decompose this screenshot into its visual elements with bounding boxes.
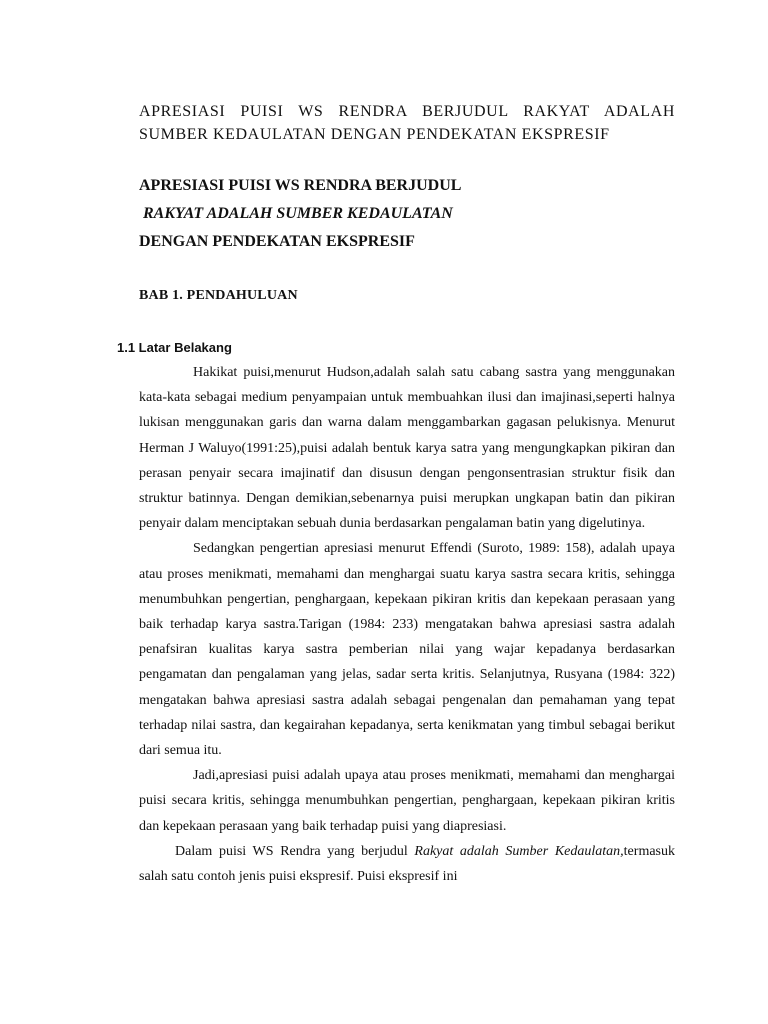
paragraph-4-text: Dalam puisi WS Rendra yang berjudul: [175, 843, 415, 859]
poem-title-italic: Rakyat adalah Sumber Kedaulatan,: [414, 843, 624, 859]
paragraph-4-continuation: termasuk salah satu contoh jenis puisi ekspresif. Puisi ekspresif ini: [139, 843, 675, 885]
paragraph-4: [139, 839, 675, 889]
document-title: [139, 176, 679, 260]
title-line-3: DENGAN PENDEKATAN EKSPRESIF: [139, 233, 415, 250]
paragraph-1: Hakikat puisi,menurut Hudson,adalah salah satu cabang sastra yang menggunakan kata-kata sebagai medium penyampaian untuk membuahkan ilusi dan imajinasi,seperti halnya lukisan menggunakan garis dan warna dalam menggambarkan gagasan pelukisnya. Menurut Herman J Waluyo(1991:25),puisi adalah bentuk karya satra yang mengungkapkan pikiran dan perasan penyair secara imajinatif dan disusun dengan pengonsentrasian struktur fisik dan struktur batinnya. Dengan demikian,sebenarnya puisi merupkan ungkapan batin dan pikiran penyair dalam menciptakan sebuah dunia berdasarkan pengalaman batin yang digelutinya.: [139, 365, 675, 532]
section-heading: 1.1 Latar Belakang: [117, 340, 232, 355]
document-header: APRESIASI PUISI WS RENDRA BERJUDUL RAKYAT ADALAH SUMBER KEDAULATAN DENGAN PENDEKATAN EKSPRESIF: [139, 103, 675, 143]
chapter-heading: BAB 1. PENDAHULUAN: [139, 288, 298, 303]
body-text: [139, 360, 675, 889]
title-line-2: RAKYAT ADALAH SUMBER KEDAULATAN: [143, 205, 453, 222]
paragraph-2: Sedangkan pengertian apresiasi menurut Effendi (Suroto, 1989: 158), adalah upaya atau proses menikmati, memahami dan menghargai suatu karya sastra secara kritis, sehingga menumbuhkan pengertian, penghargaan, kepekaan pikiran kritis dan kepekaan perasaan yang baik terhadap karya sastra.Tarigan (1984: 233) mengatakan bahwa apresiasi sastra adalah penafsiran kualitas karya sastra pemberian nilai yang wajar kepadanya berdasarkan pengamatan dan pengalaman yang jelas, sadar serta kritis. Selanjutnya, Rusyana (1984: 322) mengatakan bahwa apresiasi sastra adalah sebagai pengenalan dan pemahaman yang tepat terhadap nilai sastra, dan kegairahan kepadanya, serta kenikmatan yang timbul sebagai berikut dari semua itu.: [139, 541, 675, 759]
title-line-1: APRESIASI PUISI WS RENDRA BERJUDUL: [139, 177, 462, 194]
paragraph-3: Jadi,apresiasi puisi adalah upaya atau proses menikmati, memahami dan menghargai puisi secara kritis, sehingga menumbuhkan pengertian, penghargaan, kepekaan pikiran kritis dan kepekaan perasaan yang baik terhadap puisi yang diapresiasi.: [139, 768, 675, 834]
